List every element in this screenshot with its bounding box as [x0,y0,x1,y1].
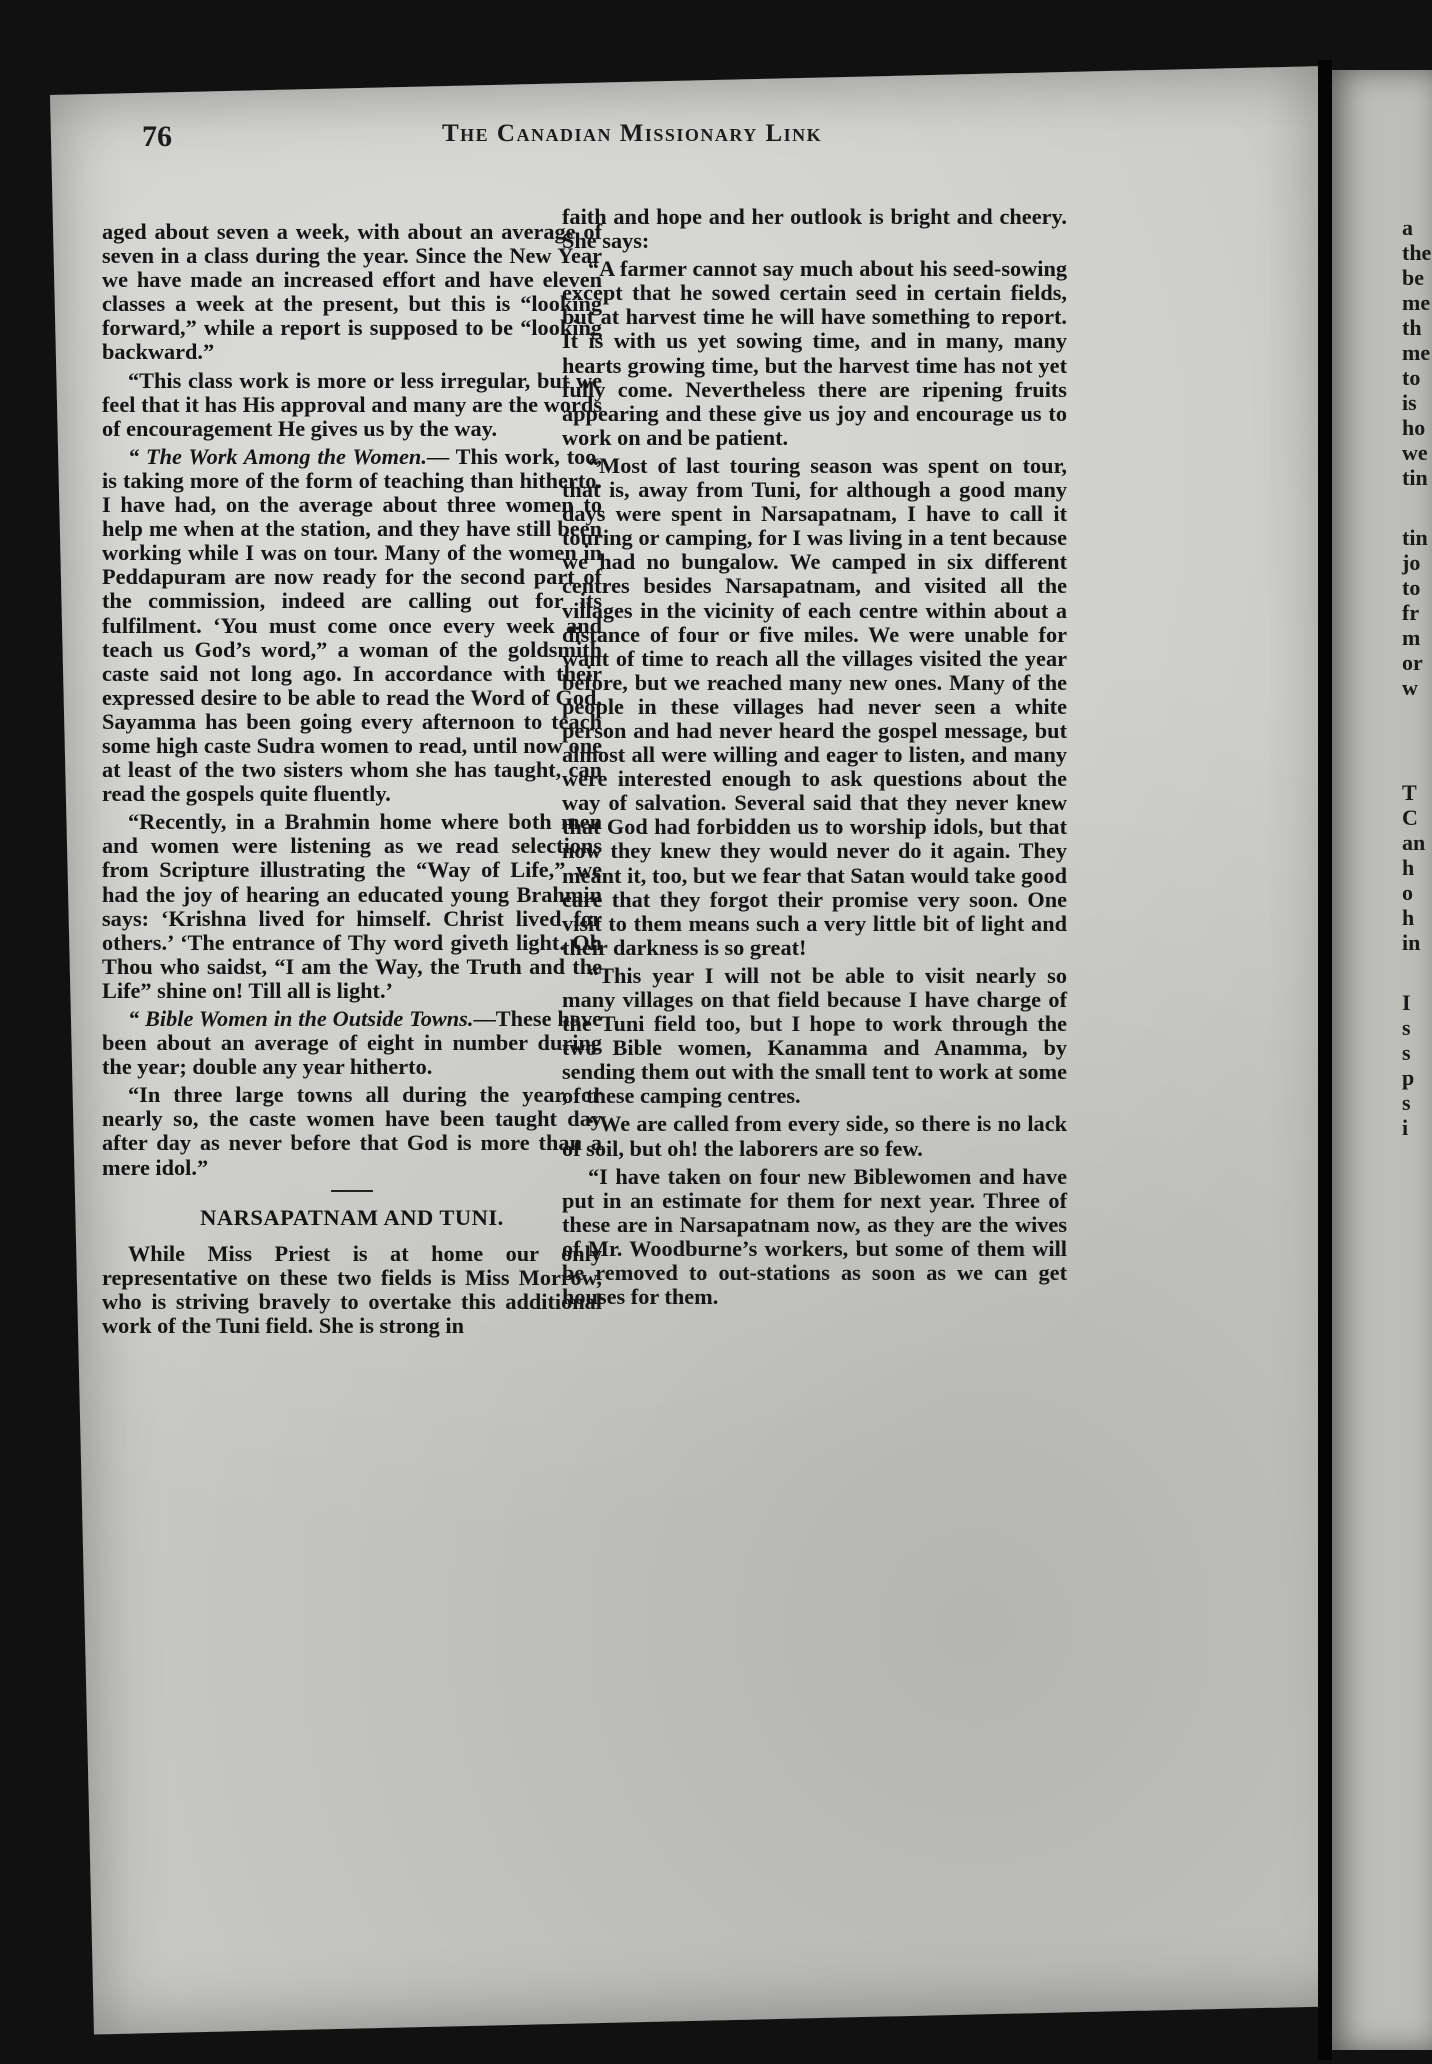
paragraph: “A farmer cannot say much about his seed-sowing except that he sowed certain seed in certain fields, but at harvest time he will have something to report. It is with us yet sowing time, and in many, many hearts growing time, but the harvest time has not yet fully come. Nevertheless there are ripening fruits appearing and these give us joy and encourage us to work on and be patient. [562,256,1067,450]
adjacent-page-fragment: s [1402,1090,1411,1115]
paragraph: aged about seven a week, with about an average of seven in a class during the year. Since the New Year we have made an increased effort and have eleven classes a week at the present, but this is “looking forward,” while a report is supposed to be “looking backward.” [102,219,602,365]
book-gutter [1318,60,1332,2060]
adjacent-page-fragment: the [1402,240,1432,265]
adjacent-page-fragment: i [1402,1115,1409,1140]
running-head [142,120,1142,160]
adjacent-page-fragment: me [1402,290,1431,315]
paragraph: “I have taken on four new Biblewomen and have put in an estimate for them for next year. Three of these are in Narsapatnam now, as they are the wives of Mr. Woodburne’s workers, but some of them will be removed to out-stations as soon as we can get houses for them. [562,1163,1067,1310]
paragraph-text: —These have been about an average of eight in number during the year; double any year hitherto. [102,1006,602,1080]
paragraph: “This year I will not be able to visit nearly so many villages on that field because I have charge of the Tuni field too, but I hope to work through the two Bible women, Kanamma and Anamma, by sending them out with the small tent to work at some of these camping centres. [562,962,1067,1109]
adjacent-page-fragment: m [1402,625,1421,650]
paragraph: faith and hope and her outlook is bright and cheery. She says: [562,204,1067,254]
adjacent-page-fragment: h [1402,905,1415,930]
adjacent-page-fragment: w [1402,675,1418,700]
journal-title: The Canadian Missionary Link [442,120,823,147]
right-column [562,205,1067,1309]
adjacent-page-fragment: T [1402,780,1417,805]
adjacent-page-fragment: in [1402,930,1421,955]
subsection-paragraph [102,445,602,806]
subsection-heading: “ The Work Among the Women. [128,443,427,469]
page-number: 76 [142,120,172,153]
adjacent-page-fragment: be [1402,265,1424,290]
adjacent-page-fragment: an [1402,830,1426,855]
adjacent-page-fragment: tin [1402,465,1428,490]
adjacent-page-edge [1332,70,1432,2050]
paragraph: “This class work is more or less irregular, but we feel that it has His approval and many are the words of encouragement He gives us by the way. [102,367,602,441]
adjacent-page-fragment: h [1402,855,1415,880]
adjacent-page-fragment: to [1402,575,1421,600]
paragraph-text: — This work, too, is taking more of the form of teaching than hitherto. I have had, on the average about three women to help me when at the station, and they have still been working while I was on tour. Many of the women in Peddapuram are now ready for the second part of the commission, indeed are calling out for its fulfilment. ‘You must come once every week and teach us God’s word,” a woman of the goldsmith caste said not long ago. In accordance with their expressed desire to be able to read the Word of God, Sayamma has been going every afternoon to teach some high caste Sudra women to read, until now one at least of the two sisters whom she has taught, can read the gospels quite fluently. [102,443,602,807]
left-column [102,220,602,1338]
subsection-paragraph [102,1007,602,1079]
paragraph: “Recently, in a Brahmin home where both men and women were listening as we read selections from Scripture illustrating the “Way of Life,” we had the joy of hearing an educated young Brahmin says: ‘Krishna lived for himself. Christ lived for others.’ ‘The entrance of Thy word giveth light. Oh Thou who saidst, “I am the Way, the Truth and the Life” shine on! Till all is light.’ [102,809,602,1003]
adjacent-page-fragment: tin [1402,525,1428,550]
adjacent-page-fragment: s [1402,1040,1411,1065]
adjacent-page-fragment: I [1402,990,1411,1015]
subsection-heading: “ Bible Women in the Outside Towns. [128,1006,474,1031]
adjacent-page-fragment: ho [1402,415,1426,440]
paragraph: “Most of last touring season was spent on tour, that is, away from Tuni, for although a good many days were spent in Narsapatnam, I have to call it touring or camping, for I was living in a tent because we had no bungalow. We camped in six different centres besides Narsapatnam, and visited all the villages in the vicinity of each centre within about a distance of four or five miles. We were unable for want of time to reach all the villages visited the year before, but we reached many new ones. Many of the people in these villages had never seen a white person and had never heard the gospel message, but almost all were willing and eager to listen, and many were interested enough to ask questions about the way of salvation. Several said that they never knew that God had forbidden us to worship idols, but that now they knew they would never do it again. They meant it, too, but we fear that Satan would take good care that they forgot their promise very soon. One visit to them means such a very little bit of light and their darkness is so great! [562,452,1067,960]
section-title: NARSAPATNAM AND TUNI. [200,1204,504,1230]
paragraph: “We are called from every side, so there is no lack of soil, but oh! the laborers are so few. [562,1111,1067,1161]
adjacent-page-fragment: a [1402,215,1413,240]
paragraph: “In three large towns all during the year, or nearly so, the caste women have been taught day after day as never before that God is more than a mere idol.” [102,1082,602,1180]
adjacent-page-fragment: we [1402,440,1428,465]
adjacent-page-fragment: or [1402,650,1423,675]
adjacent-page-fragment: me [1402,340,1431,365]
adjacent-page-fragment: C [1402,805,1418,830]
adjacent-page-fragment: to [1402,365,1421,390]
adjacent-page-fragment: s [1402,1015,1411,1040]
adjacent-page-fragment: th [1402,315,1422,340]
section-divider [331,1190,373,1192]
adjacent-page-fragment: is [1402,390,1417,415]
paragraph: While Miss Priest is at home our only representative on these two fields is Miss Morrow, who is striving bravely to overtake this additional work of the Tuni field. She is strong in [102,1240,602,1339]
adjacent-page-fragment: fr [1402,600,1420,625]
adjacent-page-fragment: jo [1402,550,1421,575]
adjacent-page-fragment: p [1402,1065,1415,1090]
adjacent-page-fragment: o [1402,880,1413,905]
